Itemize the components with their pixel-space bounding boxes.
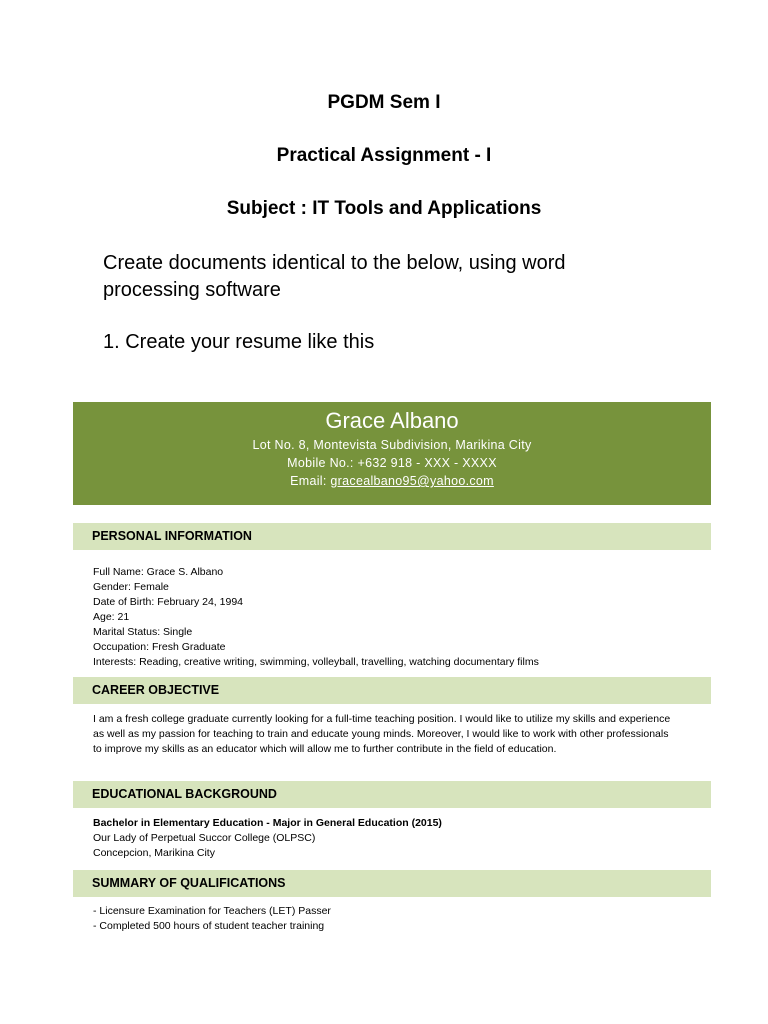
school-text: Our Lady of Perpetual Succor College (OLPSC) xyxy=(93,832,316,844)
section-title: PERSONAL INFORMATION xyxy=(92,529,252,543)
list-item: Interests: Reading, creative writing, swimming, volleyball, travelling, watching documentary films xyxy=(93,656,539,668)
list-item: Marital Status: Single xyxy=(93,626,193,638)
resume-name: Grace Albano xyxy=(325,408,459,433)
school-location-text: Concepcion, Marikina City xyxy=(93,847,215,859)
section-educational-background xyxy=(73,781,711,808)
email-label: Email: xyxy=(290,474,331,488)
section-career-objective xyxy=(73,677,711,704)
resume-mobile: Mobile No.: +632 918 - XXX - XXXX xyxy=(287,456,497,470)
degree-text: Bachelor in Elementary Education - Major in General Education (2015) xyxy=(93,817,442,829)
list-item: Full Name: Grace S. Albano xyxy=(93,566,224,578)
section-title: EDUCATIONAL BACKGROUND xyxy=(92,787,277,801)
list-item: Occupation: Fresh Graduate xyxy=(93,641,226,653)
section-title: CAREER OBJECTIVE xyxy=(92,683,220,697)
list-item: Age: 21 xyxy=(93,611,130,623)
resume-email-line xyxy=(73,474,711,488)
personal-info-list xyxy=(93,565,693,670)
list-item: Date of Birth: February 24, 1994 xyxy=(93,596,243,608)
section-personal-information xyxy=(73,523,711,550)
email-link[interactable]: gracealbano95@yahoo.com xyxy=(330,474,494,488)
section-summary-of-qualifications xyxy=(73,870,711,897)
qualifications-list xyxy=(93,904,693,934)
section-title: SUMMARY OF QUALIFICATIONS xyxy=(92,876,286,890)
career-objective-text: I am a fresh college graduate currently looking for a full-time teaching position. I would like to utilize my skills and experience as well as my passion for teaching to train and educate young minds. Moreover, I would like to work with other professionals to improve my skills as an educator which will allow me to further contribute in the field of education. xyxy=(93,713,671,755)
list-item: - Completed 500 hours of student teacher training xyxy=(93,920,325,932)
education-details xyxy=(93,816,693,861)
list-item: Gender: Female xyxy=(93,581,169,593)
assignment-title: Practical Assignment - I xyxy=(276,145,492,166)
step-one-text: 1. Create your resume like this xyxy=(103,331,375,353)
resume-address: Lot No. 8, Montevista Subdivision, Marikina City xyxy=(252,438,532,452)
course-title: PGDM Sem I xyxy=(327,92,441,113)
resume-header-banner xyxy=(73,402,711,505)
subject-title: Subject : IT Tools and Applications xyxy=(226,198,542,219)
list-item: - Licensure Examination for Teachers (LET) Passer xyxy=(93,905,331,917)
instruction-text: Create documents identical to the below, using word processing software xyxy=(103,252,566,301)
